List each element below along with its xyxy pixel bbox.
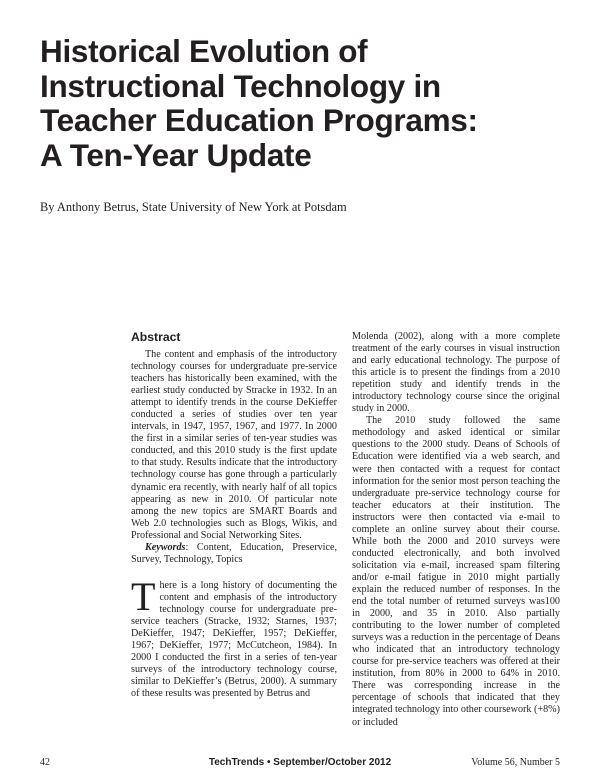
abstract-paragraph: The content and emphasis of the introductory technology courses for undergraduate pre-service teachers has historically been examined, with the earliest study conducted by Stracke in 1932. In an attempt to identify trends in the course DeKieffer conducted a series of studies over ten year intervals, in 1947, 1957, 1967, and 1977. In 2000 the first in a similar series of ten-year studies was conducted, and this 2010 study is the first update to that study. Results indicate that the introductory technology course has gone through a particularly dynamic era recently, with nearly half of all topics appearing as new in 2010. Of particular note among the new topics are SMART Boards and Web 2.0 technologies such as Blogs, Wikis, and Professional and Social Networking Sites. [131,349,337,541]
journal-issue: TechTrends • September/October 2012 [208,757,392,768]
article-title [40,34,580,172]
page-number: 42 [40,757,50,768]
keywords-text: : Content, Education, Preservice, Survey, Technology, Topics [131,541,337,565]
page-footer [40,756,560,770]
title-line: Historical Evolution of [40,33,368,69]
body-paragraph-intro [131,573,337,700]
body-paragraph-text: here is a long history of documenting the content and emphasis of the introductory technology course for undergraduate pre-service teachers (Stracke, 1932; Starnes, 1937; DeKieffer, 1947; DeKieffer, 1957; DeKieffer, 1967; DeKieffer, 1977; McCutcheon, 1984). In 2000 I conducted the first in a series of ten-year surveys of the introductory technology course, similar to DeKieffer’s (Betrus, 2000). A summary of these results was presented by Betrus and [131,579,337,700]
title-line: Instructional Technology in [40,67,441,104]
body-paragraph-continued: Molenda (2002), along with a more complete treatment of the early courses in visual instruction and early educational technology. The purpose of this article is to present the findings from a 2010 repetition study and identify trends in the introductory technology course since the original study in 2000. [352,331,560,415]
right-column [352,331,560,729]
author-byline: By Anthony Betrus, State University of New York at Potsdam [40,200,347,214]
body-paragraph-method: The 2010 study followed the same methodology and asked identical or similar questions to the 2000 study. Deans of Schools of Education were identified via a web search, and were then contacted with a request for contact information for the senior most person teaching the undergraduate pre-service technology course for teacher educators at their institution. The instructors were then contacted via e-mail to complete an online survey about their course. While both the 2000 and 2010 surveys were conducted electronically, and both involved solicitation via e-mail, increased spam filtering and/or e-mail fatigue in 2010 might partially explain the reduced number of responses. In the end the total number of returned surveys was100 in 2000, and 35 in 2010. Also partially contributing to the lower number of completed surveys was a reduction in the percentage of Deans who indicated that an introductory technology course for pre-service teachers was offered at their institution, from 80% in 2000 to 64% in 2010. There was corresponding increase in the percentage of schools that indicated that they integrated technology into other coursework (+8%) or included [352,415,560,728]
title-line: A Ten-Year Update [40,136,312,173]
keywords-line [131,542,337,566]
drop-cap: T [131,573,156,619]
volume-number: Volume 56, Number 5 [471,757,560,768]
abstract-heading: Abstract [131,330,181,344]
title-line: Teacher Education Programs: [40,102,478,138]
left-column [131,330,337,700]
keywords-label: Keywords [145,541,186,553]
